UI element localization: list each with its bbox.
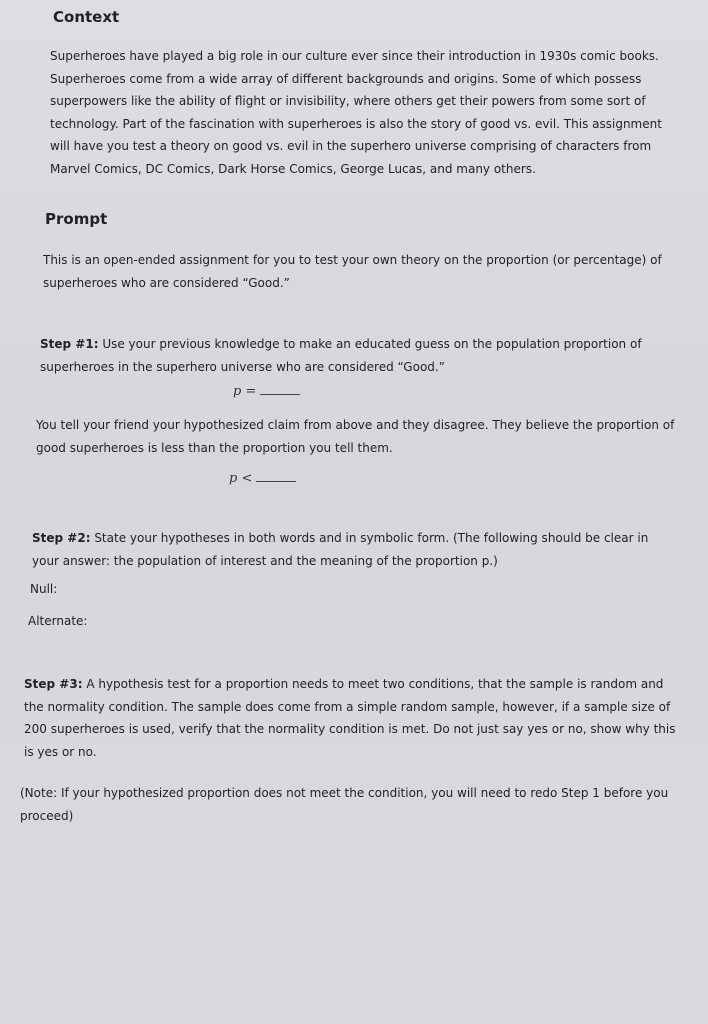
- null-hypothesis-label: Null:: [30, 582, 58, 596]
- prompt-paragraph: This is an open-ended assignment for you to test your own theory on the proportion (or percentage) of superheroes who are considered “Good.”: [43, 253, 662, 290]
- step1-eq2-text: p <: [229, 471, 253, 486]
- step2-label: Step #2:: [32, 531, 91, 545]
- step1-equation-p-equals: [233, 384, 300, 399]
- context-heading: Context: [53, 8, 120, 26]
- step3-text: A hypothesis test for a proportion needs to meet two conditions, that the sample is random and the normality condition. The sample does come from a simple random sample, however, if a sample size of 200 superheroes is used, verify that the normality condition is met. Do not just say yes or no, show why this is yes or no.: [24, 677, 676, 759]
- answer-blank[interactable]: [260, 384, 300, 395]
- step2-paragraph: [32, 527, 660, 572]
- step3-note: (Note: If your hypothesized proportion does not meet the condition, you will need to redo Step 1 before you proceed): [20, 786, 669, 823]
- step2-text: State your hypotheses in both words and in symbolic form. (The following should be clear in your answer: the population of interest and the meaning of the proportion p.): [32, 531, 649, 568]
- step1-paragraph: [40, 333, 655, 378]
- prompt-heading: Prompt: [45, 210, 108, 228]
- answer-blank[interactable]: [256, 471, 296, 482]
- step3-label: Step #3:: [24, 677, 83, 691]
- step1-label: Step #1:: [40, 337, 99, 351]
- step1-eq1-text: p =: [233, 384, 257, 399]
- step1-equation-p-less: [229, 471, 296, 486]
- alternate-hypothesis-label: Alternate:: [28, 614, 88, 628]
- step1-text: Use your previous knowledge to make an educated guess on the population proportion of superheroes in the superhero universe who are considered “Good.”: [40, 337, 642, 374]
- step1-followup-paragraph: You tell your friend your hypothesized claim from above and they disagree. They believe the proportion of good superheroes is less than the proportion you tell them.: [36, 418, 675, 455]
- context-paragraph: Superheroes have played a big role in our culture ever since their introduction in 1930s comic books. Superheroes come from a wide array of different backgrounds and origins. Some of which possess superpowers like the ability of flight or invisibility, where others get their powers from some sort of technology. Part of the fascination with superheroes is also the story of good vs. evil. This assignment will have you test a theory on good vs. evil in the superhero universe comprising of characters from Marvel Comics, DC Comics, Dark Horse Comics, George Lucas, and many others.: [50, 49, 662, 176]
- step3-paragraph: [24, 673, 676, 763]
